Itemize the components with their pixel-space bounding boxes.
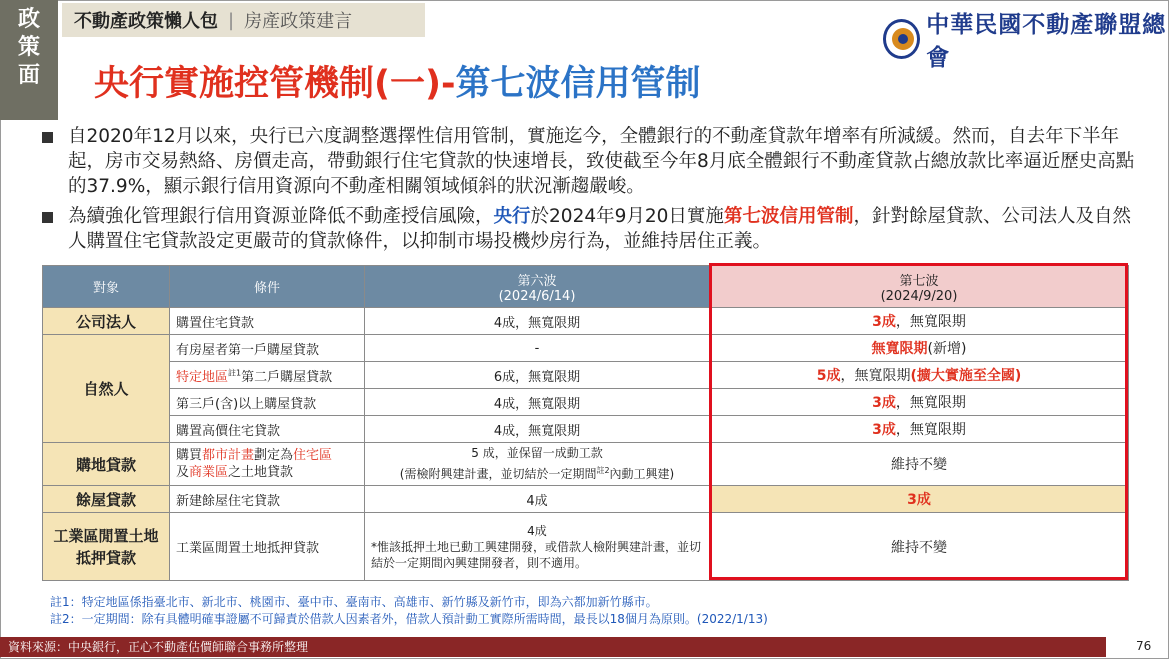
footnotes: [50, 594, 768, 628]
wave7-cell: 維持不變: [710, 443, 1129, 486]
wave6-cell: 4成，無寬限期: [365, 308, 710, 335]
header-condition: 條件: [170, 266, 365, 308]
title-part2: 第七波信用管制: [455, 64, 701, 104]
bullet-highlight-cbc: 央行: [493, 206, 531, 227]
wave6-cell: -: [365, 335, 710, 362]
header-band: [62, 3, 425, 37]
bullet-text: 自2020年12月以來，央行已六度調整選擇性信用管制，實施迄今，全體銀行的不動產貸款年增率有所減緩。然而，自去年下半年起，房市交易熱絡、房價走高，帶動銀行住宅貸款的快速增長，致使截至今年8月底全體銀行不動產貸款占總放款比率逼近歷史高點的37.9%，顯示銀行信用資源向不動產相關領域傾斜的狀況漸趨嚴峻。: [68, 126, 1135, 197]
condition-cell: 購置高價住宅貸款: [170, 416, 365, 443]
wave6-cell: 4成: [365, 486, 710, 513]
condition-cell: 特定地區$^{註1}$第二戶購屋貸款: [170, 362, 365, 389]
bullet-square-icon: [42, 212, 53, 223]
condition-cell: 購置住宅貸款: [170, 308, 365, 335]
bullet-item: [40, 124, 1140, 199]
page-title: [94, 56, 701, 106]
table-row: [43, 389, 1129, 416]
table-header-row: [43, 266, 1129, 308]
table-row: [43, 308, 1129, 335]
subject-cell: 自然人: [43, 335, 170, 443]
footnote-1: 註1：特定地區係指臺北市、新北市、桃園市、臺中市、臺南市、高雄市、新竹縣及新竹市，即為六都加新竹縣市。: [50, 595, 658, 609]
header-separator: |: [228, 9, 235, 31]
subject-cell: 公司法人: [43, 308, 170, 335]
bullet-text: 於2024年9月20日實施: [530, 206, 724, 227]
source-footer: 資料來源：中央銀行，正心不動產估價師聯合事務所整理: [0, 637, 1106, 657]
table-row: [43, 486, 1129, 513]
wave6-cell: 4成，無寬限期: [365, 416, 710, 443]
header-wave6: 第六波 (2024/6/14): [365, 266, 710, 308]
table-row: [43, 362, 1129, 389]
wave7-cell: 3成: [710, 486, 1129, 513]
wave6-cell: 4成，無寬限期: [365, 389, 710, 416]
wave7-cell: 無寬限期(新增): [710, 335, 1129, 362]
table-row: [43, 513, 1129, 581]
table-row: [43, 416, 1129, 443]
title-part1: 央行實施控管機制(一)-: [94, 64, 456, 104]
bullet-item: [40, 204, 1140, 254]
header-subject: 對象: [43, 266, 170, 308]
condition-cell: 有房屋者第一戶購屋貸款: [170, 335, 365, 362]
subject-cell: 工業區閒置土地抵押貸款: [43, 513, 170, 581]
subject-cell: 餘屋貸款: [43, 486, 170, 513]
policy-table: [42, 265, 1129, 581]
header-sub: 房產政策建言: [244, 11, 353, 32]
bullet-text: 為續強化管理銀行信用資源並降低不動產授信風險，: [68, 206, 494, 227]
page-number: 76: [1136, 639, 1152, 653]
wave7-cell: 維持不變: [710, 513, 1129, 581]
bullet-square-icon: [42, 132, 53, 143]
condition-cell: 新建餘屋住宅貸款: [170, 486, 365, 513]
wave7-cell: 3成，無寬限期: [710, 416, 1129, 443]
bullet-text: ，針對餘屋貸款、公司法人及自然人購置住宅貸款設定更嚴苛的貸款條件，以抑制市場投機炒房行為，並維持居住正義。: [68, 206, 1131, 252]
bullet-list: [40, 124, 1140, 259]
logo-text: 中華民國不動產聯盟總會: [926, 11, 1167, 71]
wave6-cell: 6成，無寬限期: [365, 362, 710, 389]
condition-cell: 第三戶(含)以上購屋貸款: [170, 389, 365, 416]
bullet-highlight-wave7: 第七波信用管制: [723, 206, 854, 227]
association-logo: [883, 6, 1169, 72]
wave7-cell: 3成，無寬限期: [710, 308, 1129, 335]
header-wave7: 第七波 (2024/9/20): [710, 266, 1129, 308]
side-tag: [0, 0, 58, 120]
wave7-cell: 3成，無寬限期: [710, 389, 1129, 416]
table-row: [43, 443, 1129, 486]
table-row: [43, 335, 1129, 362]
condition-cell: 工業區閒置土地抵押貸款: [170, 513, 365, 581]
footnote-2: 註2：一定期間：除有具體明確事證屬不可歸責於借款人因素者外，借款人預計動工實際所需時間，最長以18個月為原則。(2022/1/13): [50, 612, 768, 626]
association-seal-icon: [883, 19, 920, 59]
condition-cell: 購買都市計畫劃定為住宅區 及商業區之土地貸款: [170, 443, 365, 486]
wave6-cell: 4成 *惟該抵押土地已動工興建開發，或借款人檢附興建計畫，並切結於一定期間內興建開發者，則不適用。: [365, 513, 710, 581]
subject-cell: 購地貸款: [43, 443, 170, 486]
side-tag-char: 政: [17, 7, 40, 32]
wave6-cell: 5 成，並保留一成動工款 (需檢附興建計畫，並切結於一定期間$^{註2}$內動工興建): [365, 443, 710, 486]
side-tag-char: 面: [17, 63, 40, 88]
wave7-cell: 5成，無寬限期(擴大實施至全國): [710, 362, 1129, 389]
side-tag-char: 策: [17, 35, 40, 60]
header-main: 不動產政策懶人包: [74, 11, 218, 32]
